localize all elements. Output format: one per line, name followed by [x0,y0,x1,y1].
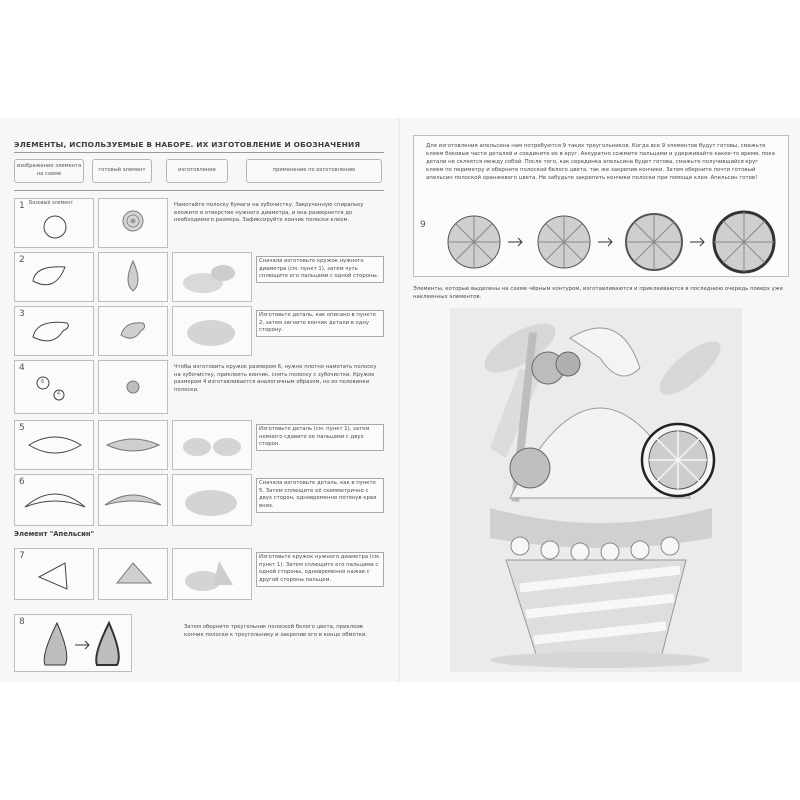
triangle-scheme-icon [15,549,93,599]
step-description: Чтобы изготовить кружок размером 6, нужно плотно намотать полоску на зубочистку, приклеить кончик, снять полоску с зубочистки. Кружок размером 4 изготавливается аналогичным образом, но из половинки полоски. [174,364,377,394]
column-header-making: изготовление [166,159,228,183]
step-row [14,252,384,300]
scheme-cell [14,360,94,414]
step-number: 6 [19,477,25,487]
circle-scheme-icon [15,199,93,247]
step-row [14,198,384,246]
teardrop-scheme-icon [15,253,93,301]
size-label: 6 [41,380,45,385]
step-description: Сначала изготовьте деталь, как в пункте 5. Затем сплющите её скимметрично с двух сторон, одновременно потянув края вниз. [256,478,384,513]
fingers-photo-icon [173,475,251,525]
finished-cell [98,252,168,302]
making-cell [172,474,252,526]
step-row [14,614,384,670]
step-number: 8 [19,617,25,627]
step-row [14,306,384,354]
making-cell [172,252,252,302]
fingers-photo-icon [173,307,251,355]
step-row [14,474,384,524]
finished-cell [98,360,168,414]
contour-note: Элементы, которые выделены на схеме чёрным контуром, изготавливаются и приклеиваются в последнюю очередь поверх уже наклеенных элементов. [413,286,783,301]
column-header-finished: готовый элемент [92,159,152,183]
scheme-cell [14,306,94,356]
finished-cell [98,474,168,526]
step-description: Намотайте полоску бумаги на зубочистку. Закрученную спиральку вложите в отверстие нужного диаметра, и она развернется до необходимого размера. Зафиксируйте кончик полоски клеем. [174,202,364,224]
header-rule [14,190,384,191]
triangle-photo-icon [99,549,167,599]
step-row [14,548,384,598]
column-header-instructions: применение по изготовлению [246,159,382,183]
small-circles-scheme-icon [15,361,93,413]
wrapped-triangle-scheme-icon [15,615,131,671]
finished-cell [98,420,168,470]
fingers-photo-icon [173,549,251,599]
eye-shape-photo-icon [99,421,167,469]
orange-assembly-panel [413,135,789,277]
finished-cell [98,306,168,356]
curled-drop-photo-icon [99,307,167,355]
step-number: 9 [420,220,426,230]
orange-assembly-sequence-icon [414,136,788,276]
teardrop-photo-icon [99,253,167,301]
scheme-cell [14,420,94,470]
scheme-cell [14,548,94,600]
finished-cell [98,198,168,248]
step-row [14,420,384,468]
step-description: Изготовьте деталь (см. пункт 1), затем немного сдавите ее пальцами с двух сторон. [256,424,384,451]
step-number: 1 [19,201,25,211]
cupcake-scheme-illustration [450,308,742,672]
crescent-scheme-icon [15,475,93,525]
step-row [14,360,384,412]
scheme-cell [14,198,94,248]
step-number: 4 [19,363,25,373]
making-cell [172,548,252,600]
coil-photo-icon [99,199,167,247]
fingers-photo-icon [173,253,251,301]
finished-cell [98,548,168,600]
step-number: 5 [19,423,25,433]
section-title-orange: Элемент "Апельсин" [14,530,95,538]
step-description: Сначала изготовьте кружок нужного диаметра (см. пункт 1), затем чуть сплющите его пальцами с одной стороны. [256,256,384,283]
step-description: Затем оберните треугольник полоской белого цвета, приклеив кончик полоски к треугольнику и закрепив его в конце обмотки. [184,624,368,638]
column-header-scheme: изображение элемента на схеме [14,159,84,183]
page-heading: ЭЛЕМЕНТЫ, ИСПОЛЬЗУЕМЫЕ В НАБОРЕ. ИХ ИЗГОТОВЛЕНИЕ И ОБОЗНАЧЕНИЯ [14,140,361,149]
curled-drop-scheme-icon [15,307,93,355]
heading-rule [14,152,384,153]
fingers-photo-icon [173,421,251,469]
size-label: 4 [57,392,61,397]
making-cell [172,420,252,470]
scheme-cell [14,474,94,526]
base-element-label: Базовый элемент [29,201,74,206]
crescent-photo-icon [99,475,167,525]
scheme-cell [14,252,94,302]
page-fold [398,118,400,682]
assembly-text: Для изготовления апельсина нам потребуются 9 таких треугольников. Когда все 9 элементов будут готовы, смажьте клеем боковые части деталей и соедините их в круг. Аккуратно сожмите пальцами и удерживайте какое-то время, пока детали не склеятся между собой. После того, как серединка апельсина будет готова, смажьте получившийся круг клеем по периметру и оберните полоской белого цвета, так же закрепив кончики. Затем оберните почти готовый апельсин полоской оранжевого цвета. Не забудьте закрепить кончики полоски при помощи клея. Апельсин готов! [426,143,775,182]
scheme-cell [14,614,132,672]
step-number: 7 [19,551,25,561]
tight-coil-photo-icon [99,361,167,413]
eye-shape-scheme-icon [15,421,93,469]
step-description: Изготовьте деталь, как описано в пункте 2, затем загните кончик детали в одну сторону. [256,310,384,337]
step-number: 3 [19,309,25,319]
step-description: Изготовьте кружок нужного диаметра (см. пункт 1). Затем сплющите его пальцами с одной стороны, одновременно нажав с другой стороны пальцем. [256,552,384,587]
cupcake-scheme-icon [450,308,742,672]
step-number: 2 [19,255,25,265]
making-cell [172,306,252,356]
